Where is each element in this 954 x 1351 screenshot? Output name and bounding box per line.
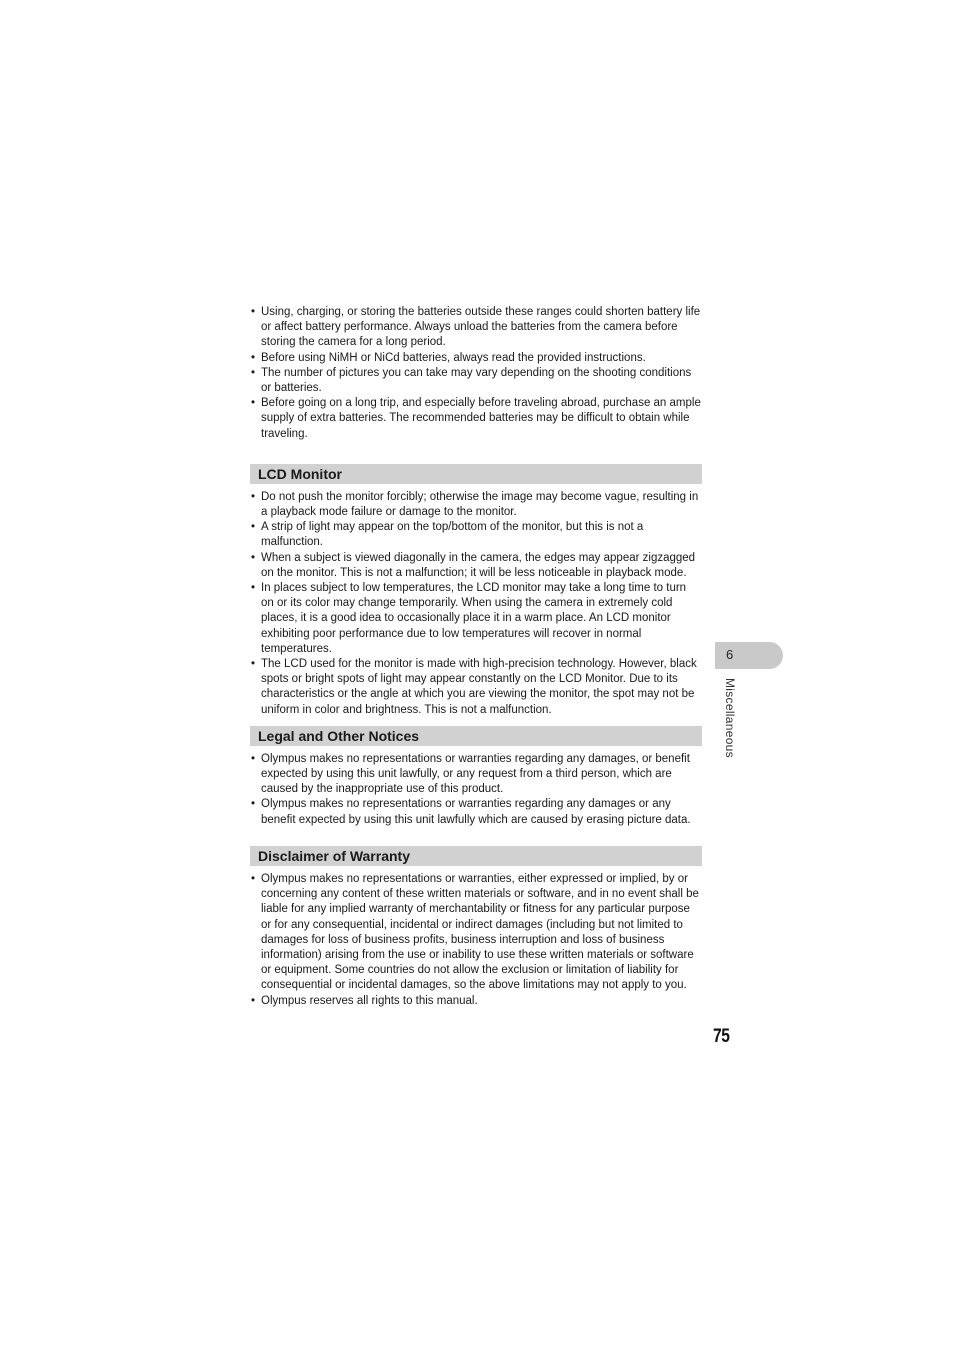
list-item: • When a subject is viewed diagonally in the camera, the edges may appear zigzagged on the monitor. This is not a malfunction; it will be less noticeable in playback mode. [250,551,702,581]
page-number: 75 [713,1026,730,1047]
list-item: • Olympus makes no representations or warranties, either expressed or implied, by or concerning any content of these written materials or software, and in no event shall be liable for any implied warranty of merchantability or fitness for any particular purpose or for any consequential, incidental or indirect damages (including but not limited to damages for loss of business profits, business interruption and loss of business information) arising from the use or inability to use these written materials or software or equipment. Some countries do not allow the exclusion or limitation of liability for consequential or incidental damages, so the above limitations may not apply to you. [250,872,702,994]
legal-notices-bullet-list [250,752,702,828]
chapter-number: 6 [726,647,734,662]
chapter-label: Miscellaneous [723,678,737,758]
legal-notices-heading: Legal and Other Notices [250,726,702,746]
page-content [250,305,702,1009]
intro-bullet-list [250,305,702,442]
disclaimer-heading: Disclaimer of Warranty [250,846,702,866]
list-item: • Before going on a long trip, and especially before traveling abroad, purchase an ample supply of extra batteries. The recommended batteries may be difficult to obtain while traveling. [250,396,702,442]
list-item: • Olympus makes no representations or warranties regarding any damages, or benefit expected by using this unit lawfully, or any request from a third person, which are caused by the inappropriate use of this product. [250,752,702,798]
list-item: • The LCD used for the monitor is made with high-precision technology. However, black spots or bright spots of light may appear constantly on the LCD Monitor. Due to its characteristics or the angle at which you are viewing the monitor, the spot may not be uniform in color and brightness. This is not a malfunction. [250,657,702,718]
list-item: • Do not push the monitor forcibly; otherwise the image may become vague, resulting in a playback mode failure or damage to the monitor. [250,490,702,520]
list-item: • The number of pictures you can take may vary depending on the shooting conditions or batteries. [250,366,702,396]
list-item: • A strip of light may appear on the top/bottom of the monitor, but this is not a malfunction. [250,520,702,550]
list-item: • Olympus makes no representations or warranties regarding any damages or any benefit expected by using this unit lawfully which are caused by erasing picture data. [250,797,702,827]
list-item: • Olympus reserves all rights to this manual. [250,994,702,1009]
lcd-monitor-heading: LCD Monitor [250,464,702,484]
lcd-monitor-bullet-list [250,490,702,718]
list-item: • Using, charging, or storing the batteries outside these ranges could shorten battery life or affect battery performance. Always unload the batteries from the camera before storing the camera for a long period. [250,305,702,351]
disclaimer-bullet-list [250,872,702,1009]
list-item: • In places subject to low temperatures, the LCD monitor may take a long time to turn on or its color may change temporarily. When using the camera in extremely cold places, it is a good idea to occasionally place it in a warm place. An LCD monitor exhibiting poor performance due to low temperatures will recover in normal temperatures. [250,581,702,657]
list-item: • Before using NiMH or NiCd batteries, always read the provided instructions. [250,351,702,366]
chapter-tab [715,642,783,669]
